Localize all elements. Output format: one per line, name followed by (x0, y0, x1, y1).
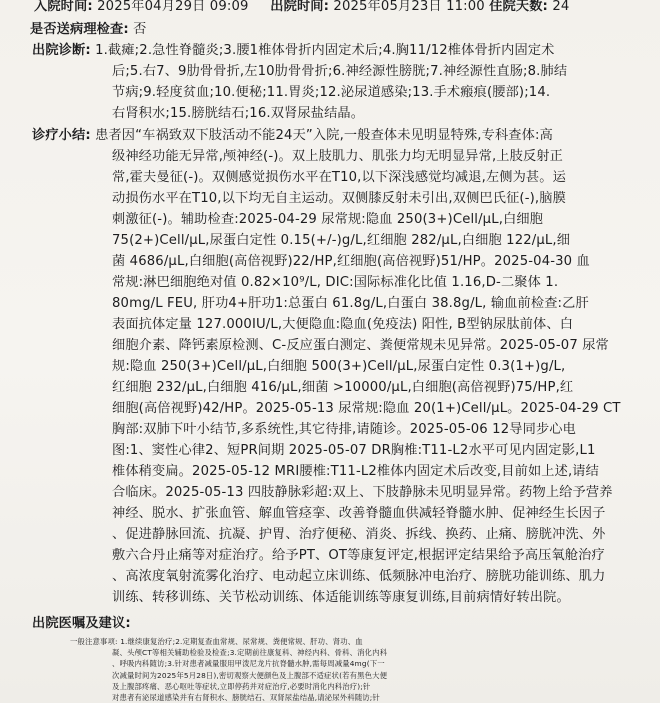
advice-line-5: 及上腹部疼痛、恶心呕吐等症状,立即停药并对症治疗,必要时消化内科治疗);针 (112, 681, 371, 691)
advice-line-3: 、呼吸内科随访;3.针对患者减量服用甲泼尼龙片抗脊髓水肿,需每周减量4mg(下一 (112, 659, 385, 669)
advice-line-1 (70, 636, 660, 647)
summary-line-1 (32, 126, 660, 146)
summary-line-19: 神经、脱水、扩张血管、解血管痉挛、改善脊髓血供减轻脊髓水肿、促神经生长因子 (112, 506, 606, 521)
diagnosis-line-4: 右肾积水;15.膀胱结石;16.双肾尿盐结晶。 (112, 106, 365, 121)
advice-label: 出院医嘱及建议: (32, 616, 131, 631)
advice-line-2: 凝、头颅CT等相关辅助检验及检查;3.定期前往康复科、神经内科、骨科、消化内科 (112, 648, 388, 658)
summary-line-17: 椎体稍变扁。2025-05-12 MRI腰椎:T11-L2椎体内固定术后改变,目前如上述,请结 (112, 464, 599, 479)
discharge-time-value: 2025年05月23日 11:00 (333, 0, 485, 14)
summary-line-9: 80mg/L FEU, 肝功4+肝功1:总蛋白 61.8g/L,白蛋白 38.8g/L, 输血前检查:乙肝 (112, 296, 589, 311)
summary-line-22: 、高浓度氧射流雾化治疗、电动起立床训练、低频脉冲电治疗、膀胱功能训练、肌力 (112, 569, 606, 584)
summary-line-7: 菌 4686/μL,白细胞(高倍视野)22/HP,红细胞(高倍视野)51/HP。2025-04-30 血 (112, 254, 590, 269)
summary-label: 诊疗小结: (32, 128, 91, 143)
summary-line-10: 表面抗体定量 127.000IU/L,大便隐血:隐血(免疫法) 阳性, B型钠尿肽前体、白 (112, 317, 574, 332)
summary-line-21: 敷六合丹止痛等对症治疗。给予PT、OT等康复评定,根据评定结果给予高压氧舱治疗 (112, 548, 605, 563)
advice-line-6: 对患者有泌尿道感染并有右肾积水、膀胱结石、双肾尿盐结晶,请泌尿外科随访;针 (112, 692, 380, 702)
diagnosis-line-1 (32, 41, 660, 61)
summary-line-13: 红细胞 232/μL,白细胞 416/μL,细菌 >10000/μL,白细胞(高倍视野)75/HP,红 (112, 380, 574, 395)
summary-text: 患者因“车祸致双下肢活动不能24天”入院,一般查体未见明显特殊,专科查体:高 (95, 128, 553, 143)
summary-line-4: 动损伤水平在T10,以下均无自主运动。双侧膝反射未引出,双侧巴氏征(-),脑膜 (112, 191, 566, 206)
stay-days-label: 住院天数: (489, 0, 548, 14)
diagnosis-line-3: 节病;9.轻度贫血;10.便秘;11.胃炎;12.泌尿道感染;13.手术瘢痕(腰部);14. (112, 85, 551, 100)
stay-days-value: 24 (552, 0, 570, 14)
advice-sub-label: 一般注意事项: (70, 637, 118, 646)
diagnosis-text: 1.截瘫;2.急性脊髓炎;3.腰1椎体骨折内固定术后;4.胸11/12椎体骨折内固定术 (95, 43, 555, 58)
summary-line-8: 常规:淋巴细胞绝对值 0.82×10⁹/L, DIC:国际标准化比值 1.16,D-二聚体 1. (112, 275, 559, 290)
summary-line-14: 细胞(高倍视野)42/HP。2025-05-13 尿常规:隐血 20(1+)Cell/μL。2025-04-29 CT (112, 401, 621, 416)
summary-line-20: 、促进静脉回流、抗凝、护胃、治疗便秘、消炎、拆线、换药、止痛、膀胱冲洗、外 (112, 527, 606, 542)
advice-heading (32, 614, 660, 634)
summary-line-23: 训练、转移训练、关节松动训练、体适能训练等康复训练,目前病情好转出院。 (112, 590, 570, 605)
admit-time-value: 2025年04月29日 09:09 (97, 0, 249, 14)
pathology-label: 是否送病理检查: (30, 22, 129, 37)
admit-time-label: 入院时间: (34, 0, 93, 14)
advice-text: 1.继续康复治疗;2.定期复查血常规、尿常规、粪便常规、肝功、肾功、血 (120, 637, 363, 646)
summary-line-12: 规:隐血 250(3+)Cell/μL,白细胞 500(3+)Cell/μL,尿蛋白定性 0.3(1+)g/L, (112, 359, 566, 374)
pathology-value: 否 (133, 22, 147, 37)
pathology-row (30, 20, 660, 40)
summary-line-16: 图:1、窦性心律2、短PR间期 2025-05-07 DR胸椎:T11-L2水平可见内固定影,L1 (112, 443, 596, 458)
summary-line-15: 胸部:双肺下叶小结节,多系统性,其它待排,请随诊。2025-05-06 12导同步心电 (112, 422, 576, 437)
diagnosis-line-2: 后;5.右7、9肋骨骨折,左10肋骨骨折;6.神经源性膀胱;7.神经源性直肠;8.肺结 (112, 64, 568, 79)
admission-row (34, 0, 660, 17)
summary-line-2: 级神经功能无异常,颅神经(-)。双上肢肌力、肌张力均无明显异常,上肢反射正 (112, 149, 563, 164)
diagnosis-label: 出院诊断: (32, 43, 91, 58)
summary-line-5: 刺激征(-)。辅助检查:2025-04-29 尿常规:隐血 250(3+)Cell/μL,白细胞 (112, 212, 544, 227)
summary-line-6: 75(2+)Cell/μL,尿蛋白定性 0.15(+/-)g/L,红细胞 282/μL,白细胞 122/μL,细 (112, 233, 571, 248)
summary-line-11: 细胞介素、降钙素原检测、C-反应蛋白测定、粪便常规未见异常。2025-05-07 尿常 (112, 338, 609, 353)
advice-line-4: 次减量时间为2025年5月28日),密切观察大便颜色及上腹部不适症状(若有黑色大便 (112, 670, 388, 680)
summary-line-3: 常,霍夫曼征(-)。双侧感觉损伤水平在T10,以下深浅感觉均减退,左侧为甚。运 (112, 170, 566, 185)
discharge-time-label: 出院时间: (270, 0, 330, 14)
summary-line-18: 合临床。2025-05-13 四肢静脉彩超:双上、下肢静脉未见明显异常。药物上给予营养 (112, 485, 613, 500)
